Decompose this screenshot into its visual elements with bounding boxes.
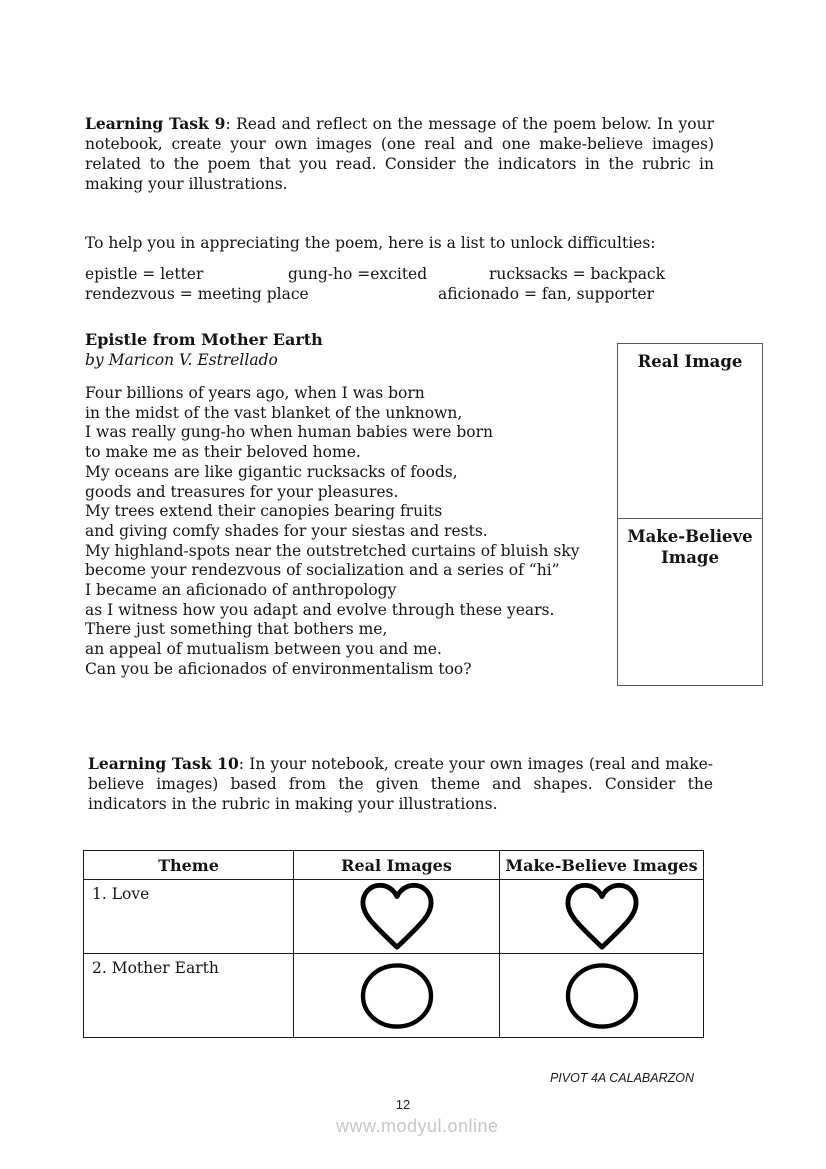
real-image-shape-cell <box>294 880 500 954</box>
poem-line: Can you be aficionados of environmentalism too? <box>85 659 472 678</box>
poem-line: I was really gung-ho when human babies were born <box>85 423 493 442</box>
learning-task-9-text: : Read and reflect on the message of the poem below. In your notebook, create your own images (one real and one make-believe images) related to the poem that you read. Consider the indicators in the rubric in making your illustrations. <box>85 115 715 193</box>
watermark: www.modyul.online <box>336 1116 499 1136</box>
make-believe-image-box <box>618 519 762 568</box>
poem-line: in the midst of the vast blanket of the unknown, <box>85 403 463 422</box>
poem-line: Four billions of years ago, when I was born <box>85 384 425 402</box>
learning-task-9-label: Learning Task 9 <box>85 114 226 133</box>
learning-task-9-paragraph <box>85 114 714 194</box>
poem-line: There just something that bothers me, <box>85 620 388 639</box>
page-number: 12 <box>395 1097 411 1112</box>
poem-line: an appeal of mutualism between you and me. <box>85 640 442 659</box>
learning-task-10-paragraph <box>88 754 713 814</box>
footer-brand: PIVOT 4A CALABARZON <box>549 1071 694 1085</box>
table-row <box>84 880 704 954</box>
vocab-aficionado: aficionado = fan, supporter <box>438 285 655 303</box>
theme-cell-love: 1. Love <box>84 880 294 954</box>
real-image-box <box>618 344 762 519</box>
poem-line: and giving comfy shades for your siestas and rests. <box>85 521 488 540</box>
theme-shapes-table <box>83 850 704 1038</box>
learning-task-10-text: : In your notebook, create your own images (real and make-believe images) based from the given theme and shapes. Consider the indicators in the rubric in making your illustrations. <box>88 755 714 813</box>
poem-body <box>85 384 579 680</box>
image-answer-box <box>617 343 763 686</box>
poem-line: My oceans are like gigantic rucksacks of foods, <box>85 462 458 481</box>
theme-cell-mother-earth: 2. Mother Earth <box>84 954 294 1038</box>
poem-line: I became an aficionado of anthropology <box>85 581 397 600</box>
unlock-difficulties-intro: To help you in appreciating the poem, here is a list to unlock difficulties: <box>85 234 656 252</box>
table-row <box>84 954 704 1038</box>
vocab-rendezvous: rendezvous = meeting place <box>85 285 309 303</box>
poem-line: to make me as their beloved home. <box>85 443 361 462</box>
real-image-shape-cell <box>294 954 500 1038</box>
learning-task-10-label: Learning Task 10 <box>88 754 239 773</box>
header-theme: Theme <box>84 851 294 880</box>
poem-line: My trees extend their canopies bearing fruits <box>85 502 443 521</box>
poem-title: Epistle from Mother Earth <box>85 330 323 349</box>
header-real-images: Real Images <box>294 851 500 880</box>
header-make-believe-images: Make-Believe Images <box>500 851 704 880</box>
poem-author: by Maricon V. Estrellado <box>85 351 278 369</box>
table-header-row <box>84 851 704 880</box>
vocab-gungho: gung-ho =excited <box>288 265 428 283</box>
ellipse-icon <box>359 985 435 1004</box>
poem-line: My highland-spots near the outstretched curtains of bluish sky <box>85 541 580 560</box>
heart-icon <box>360 906 434 925</box>
make-believe-image-label: Make-Believe Image <box>627 526 753 567</box>
vocab-rucksacks: rucksacks = backpack <box>489 265 666 283</box>
poem-line: become your rendezvous of socialization and a series of “hi” <box>85 561 560 580</box>
poem-line: goods and treasures for your pleasures. <box>85 482 399 501</box>
make-believe-shape-cell <box>500 954 704 1038</box>
vocab-epistle: epistle = letter <box>85 265 204 283</box>
make-believe-shape-cell <box>500 880 704 954</box>
heart-icon <box>565 906 639 925</box>
poem-line: as I witness how you adapt and evolve through these years. <box>85 600 555 619</box>
ellipse-icon <box>564 985 640 1004</box>
real-image-label: Real Image <box>637 352 743 371</box>
